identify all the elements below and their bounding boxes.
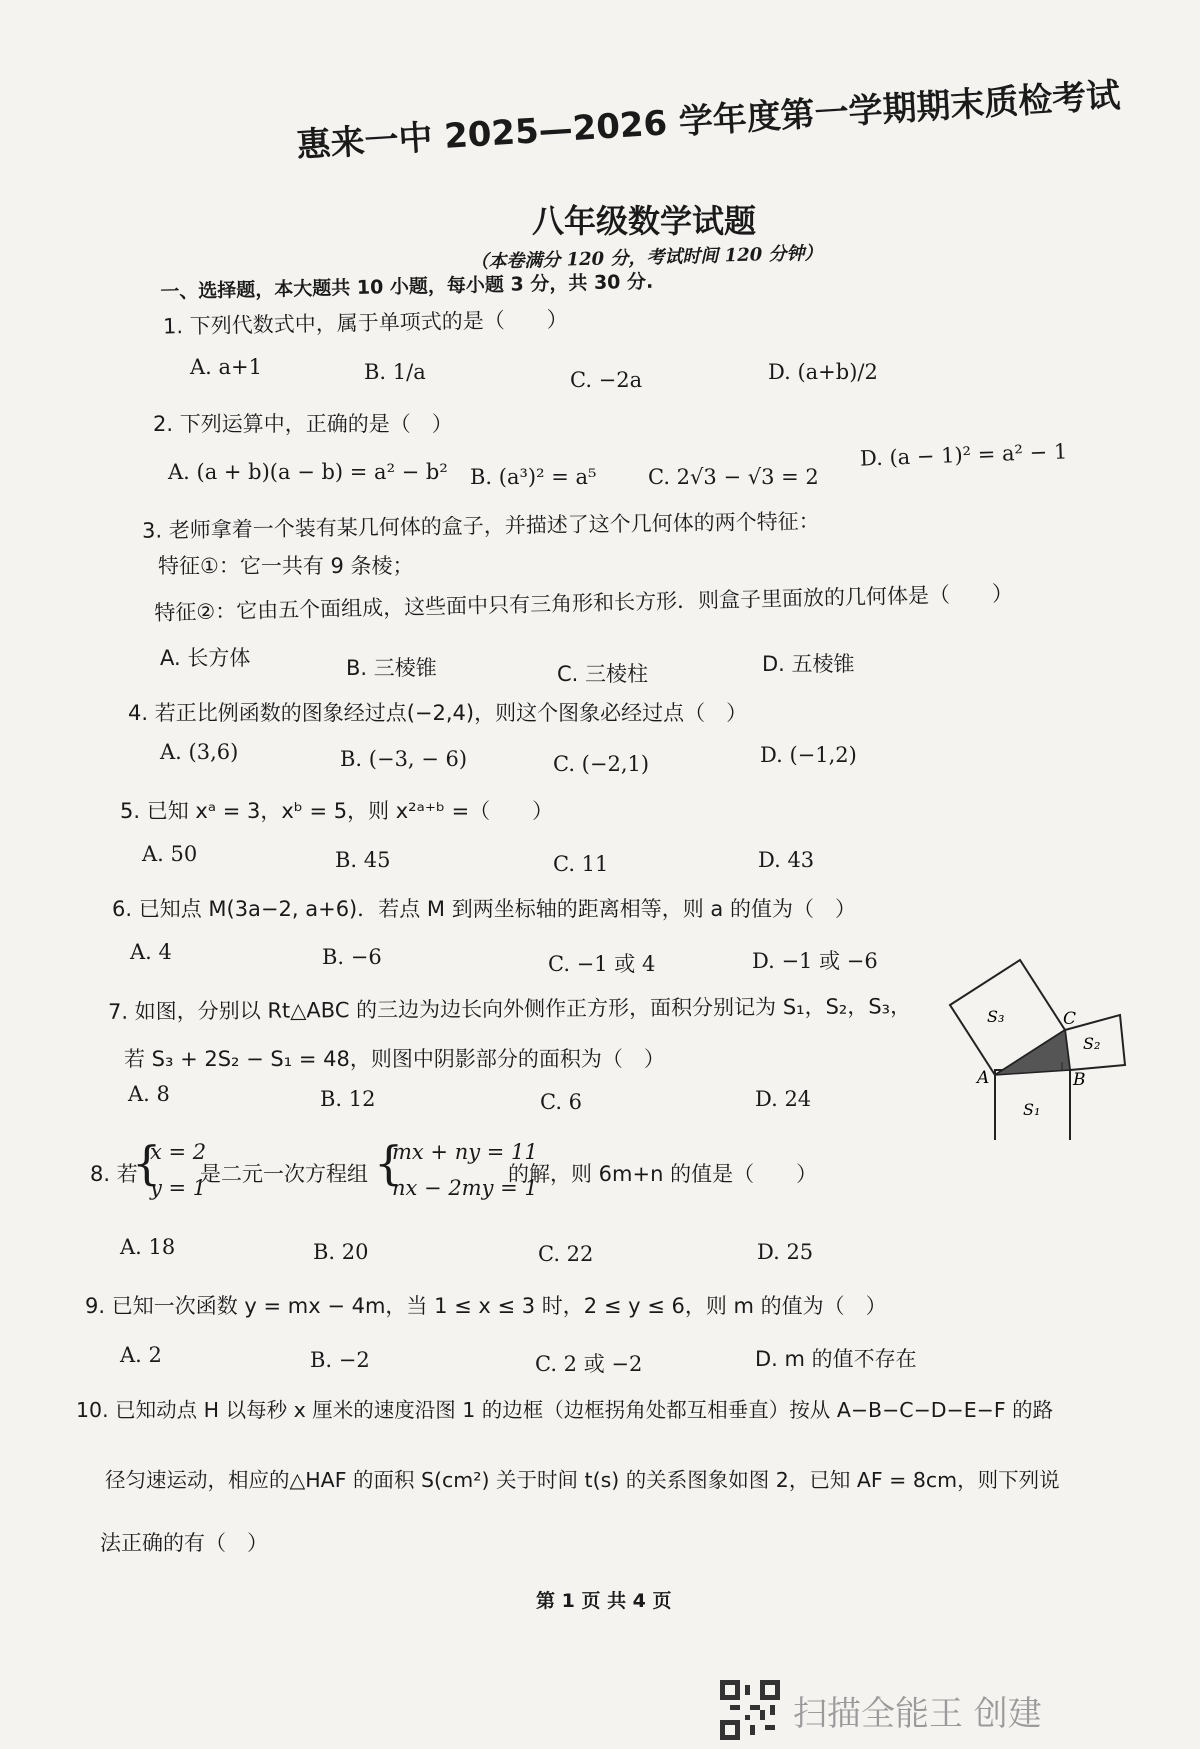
question-stem: 2. 下列运算中，正确的是（ ） xyxy=(153,412,453,436)
question-line: 若 S₃ + 2S₂ − S₁ = 48，则图中阴影部分的面积为（ ） xyxy=(124,1047,665,1071)
option-b: B. −6 xyxy=(322,945,382,969)
option-c: C. −1 或 4 xyxy=(548,952,656,976)
option-a: A. 4 xyxy=(130,940,172,964)
question-line: 特征②：它由五个面组成，这些面中只有三角形和长方形．则盒子里面放的几何体是（ ） xyxy=(154,581,1014,625)
option-d: D. (−1,2) xyxy=(760,743,857,767)
pythagoras-squares-figure xyxy=(945,950,1145,1140)
system-brace: { xyxy=(132,1136,162,1190)
system-1-eq1: x = 2 xyxy=(150,1140,207,1164)
question-stem: 9. 已知一次函数 y = mx − 4m，当 1 ≤ x ≤ 3 时，2 ≤ y ≤ 6，则 m 的值为（ ） xyxy=(85,1294,887,1318)
page-footer: 第 1 页 共 4 页 xyxy=(536,1590,672,1612)
option-b: B. 三棱锥 xyxy=(346,656,437,680)
option-b: B. 45 xyxy=(335,848,391,872)
option-b: B. (−3, − 6) xyxy=(340,747,468,771)
option-c: C. 11 xyxy=(553,852,609,876)
option-b: B. 12 xyxy=(320,1087,376,1111)
exam-note: （本卷满分 120 分，考试时间 120 分钟） xyxy=(470,242,823,273)
question-stem: 4. 若正比例函数的图象经过点(−2,4)，则这个图象必经过点（ ） xyxy=(128,701,748,725)
option-c: C. 三棱柱 xyxy=(557,662,649,686)
option-a: A. 8 xyxy=(128,1082,170,1106)
exam-subtitle: 八年级数学试题 xyxy=(532,202,757,240)
option-a: A. 18 xyxy=(120,1235,176,1259)
system-2-eq1: mx + ny = 11 xyxy=(392,1140,538,1164)
option-d: D. (a − 1)² = a² − 1 xyxy=(859,439,1068,471)
system-1-eq2: y = 1 xyxy=(150,1176,207,1200)
section-heading: 一、选择题，本大题共 10 小题，每小题 3 分，共 30 分. xyxy=(160,270,654,303)
option-c: C. 6 xyxy=(540,1090,583,1114)
option-d: D. 24 xyxy=(755,1087,812,1111)
option-d: D. m 的值不存在 xyxy=(755,1347,917,1371)
option-b: B. −2 xyxy=(310,1348,370,1372)
option-d: D. 43 xyxy=(758,848,815,872)
question-stem: 7. 如图，分别以 Rt△ABC 的三边为边长向外侧作正方形，面积分别记为 S₁，S₂，S₃， xyxy=(107,994,912,1024)
label-s2: S₂ xyxy=(1083,1034,1101,1053)
scanner-watermark: 扫描全能王 创建 xyxy=(793,1694,1042,1734)
question-line: 径匀速运动，相应的△HAF 的面积 S(cm²) 关于时间 t(s) 的关系图象如图 2，已知 AF = 8cm，则下列说 xyxy=(105,1468,1060,1492)
question-stem-prefix: 8. 若 xyxy=(90,1162,138,1186)
question-stem: 3. 老师拿着一个装有某几何体的盒子，并描述了这个几何体的两个特征： xyxy=(141,509,820,543)
option-a: A. 50 xyxy=(142,842,198,866)
question-stem-mid: 是二元一次方程组 xyxy=(200,1162,368,1186)
question-stem: 6. 已知点 M(3a−2, a+6)．若点 M 到两坐标轴的距离相等，则 a 的值为（ ） xyxy=(112,897,856,921)
option-a: A. a+1 xyxy=(190,355,262,379)
system-brace: { xyxy=(374,1136,404,1190)
question-line: 法正确的有（ ） xyxy=(100,1531,268,1555)
option-c: C. (−2,1) xyxy=(553,752,650,776)
qr-code-icon xyxy=(720,1680,780,1740)
option-d: D. (a+b)/2 xyxy=(768,360,878,384)
shaded-triangle xyxy=(995,1030,1070,1075)
option-d: D. 五棱锥 xyxy=(762,652,855,676)
question-stem-suffix: 的解，则 6m+n 的值是（ ） xyxy=(508,1162,818,1186)
exam-title: 惠来一中 2025—2026 学年度第一学期期末质检考试 xyxy=(295,75,1122,166)
option-a: A. 2 xyxy=(120,1343,162,1367)
label-a: A xyxy=(977,1068,990,1088)
label-c: C xyxy=(1063,1009,1077,1029)
question-line: 特征①：它一共有 9 条棱； xyxy=(158,554,414,578)
label-s3: S₃ xyxy=(987,1007,1005,1026)
option-c: C. 2√3 − √3 = 2 xyxy=(648,465,819,489)
question-stem: 10. 已知动点 H 以每秒 x 厘米的速度沿图 1 的边框（边框拐角处都互相垂直）按从 A−B−C−D−E−F 的路 xyxy=(76,1398,1054,1422)
option-d: D. 25 xyxy=(757,1240,814,1264)
option-a: A. (a + b)(a − b) = a² − b² xyxy=(168,460,448,484)
option-a: A. 长方体 xyxy=(160,646,251,670)
option-c: C. −2a xyxy=(570,368,643,392)
option-b: B. 20 xyxy=(313,1240,369,1264)
option-a: A. (3,6) xyxy=(160,740,239,764)
option-c: C. 2 或 −2 xyxy=(535,1352,643,1376)
option-b: B. (a³)² = a⁵ xyxy=(470,465,597,489)
label-s1: S₁ xyxy=(1023,1100,1041,1119)
system-2-eq2: nx − 2my = 1 xyxy=(392,1176,538,1200)
option-d: D. −1 或 −6 xyxy=(752,949,878,973)
label-b: B xyxy=(1073,1070,1086,1090)
question-stem: 5. 已知 xᵃ = 3，xᵇ = 5，则 x²ᵃ⁺ᵇ =（ ） xyxy=(120,799,554,823)
option-b: B. 1/a xyxy=(364,360,426,384)
question-stem: 1. 下列代数式中，属于单项式的是（ ） xyxy=(162,307,568,339)
option-c: C. 22 xyxy=(538,1242,594,1266)
